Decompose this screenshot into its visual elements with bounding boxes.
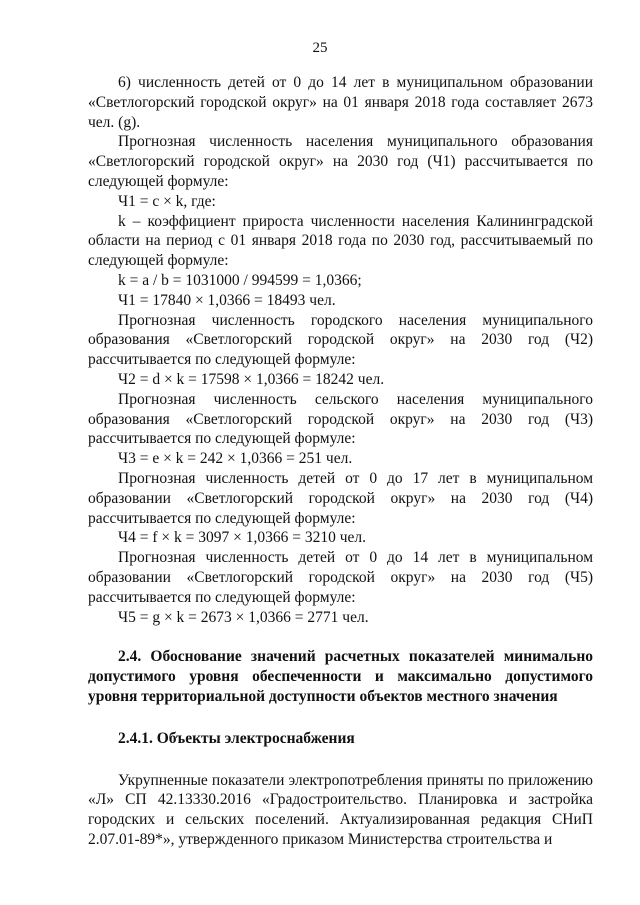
formula-ch3: Ч3 = e × k = 242 × 1,0366 = 251 чел. [118, 450, 353, 468]
section-heading-2-4: 2.4. Обоснование значений расчетных показателей минимально допустимого уровня обеспеченности и максимально допустимого уровня территориальной доступности объектов местного значения [88, 648, 593, 705]
formula-k: k = a / b = 1031000 / 994599 = 1,0366; [118, 271, 362, 289]
paragraph-children-0-14: 6) численность детей от 0 до 14 лет в муниципальном образовании «Светлогорский городской округ» на 01 января 2018 года составляет 2673 чел. (g). [88, 74, 593, 131]
paragraph-k-coefficient: k – коэффициент прироста численности населения Калининградской области на период с 01 января 2018 года по 2030 год, рассчитываемый по следующей формуле: [88, 212, 593, 270]
spacer [88, 707, 593, 729]
formula-ch5: Ч5 = g × k = 2673 × 1,0366 = 2771 чел. [118, 608, 369, 626]
paragraph-total-forecast: Прогнозная численность населения муниципального образования «Светлогорский городской округ» на 2030 год (Ч1) рассчитывается по следующей формуле: [88, 133, 593, 190]
spacer [88, 749, 593, 771]
spacer [88, 627, 593, 647]
formula-ch2: Ч2 = d × k = 17598 × 1,0366 = 18242 чел. [118, 370, 385, 388]
paragraph-rural-forecast: Прогнозная численность сельского населения муниципального образования «Светлогорский городской округ» на 2030 год (Ч3) рассчитывается по следующей формуле: [88, 390, 593, 448]
paragraph-electricity: Укрупненные показатели электропотребления приняты по приложению «Л» СП 42.13330.2016 «Градостроительство. Планировка и застройка городских и сельских поселений. Актуализированная редакция СНиП 2.07.01-89*», утвержденного приказом Министерства строительства и [88, 771, 593, 848]
page-number: 25 [312, 40, 328, 56]
paragraph-children-0-14-forecast: Прогнозная численность детей от 0 до 14 лет в муниципальном образовании «Светлогорский городской округ» на 2030 год (Ч5) рассчитывается по следующей формуле: [88, 549, 593, 606]
formula-ch1-definition: Ч1 = c × k, где: [118, 192, 216, 210]
formula-ch4: Ч4 = f × k = 3097 × 1,0366 = 3210 чел. [118, 529, 366, 547]
section-heading-2-4-1: 2.4.1. Объекты электроснабжения [118, 729, 355, 747]
paragraph-urban-forecast: Прогнозная численность городского населения муниципального образования «Светлогорский городской округ» на 2030 год (Ч2) рассчитывается по следующей формуле: [88, 311, 593, 369]
formula-ch1-result: Ч1 = 17840 × 1,0366 = 18493 чел. [118, 291, 336, 309]
paragraph-children-0-17-forecast: Прогнозная численность детей от 0 до 17 лет в муниципальном образовании «Светлогорский городской округ» на 2030 год (Ч4) рассчитывается по следующей формуле: [88, 469, 593, 527]
document-body [88, 73, 593, 850]
